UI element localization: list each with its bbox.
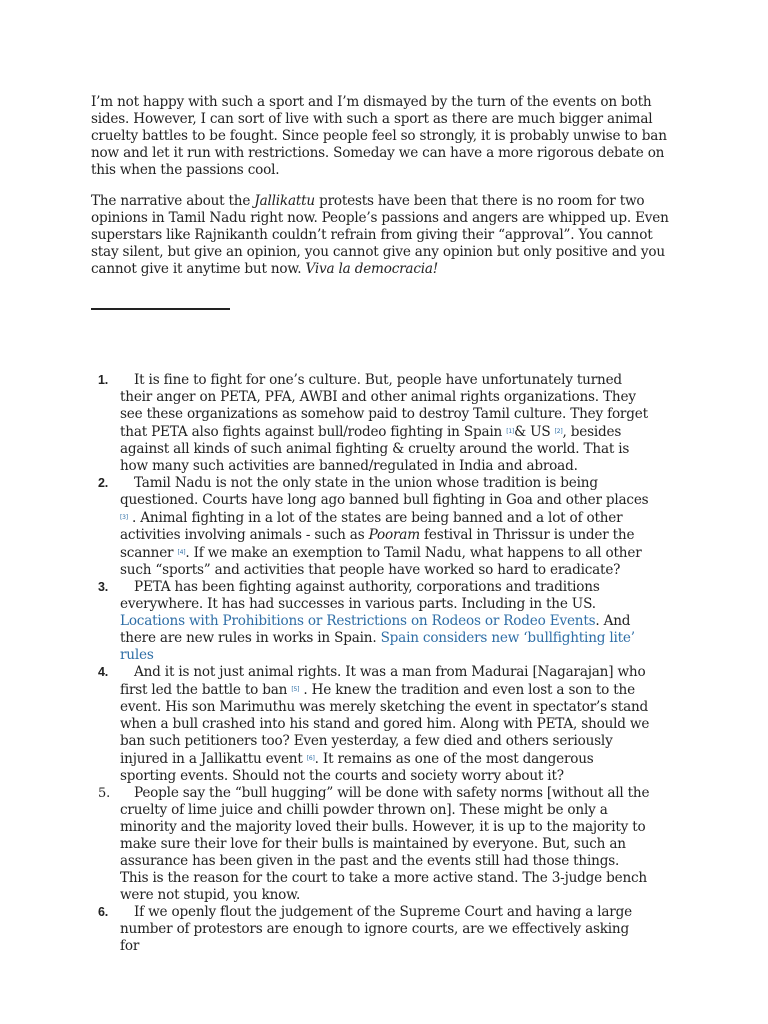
list-number: 1.	[98, 373, 109, 387]
list-item	[0, 664, 650, 785]
text-span: People say the “bull hugging” will be done with safety norms [without all the cruelty of lime juice and chilli powder thrown on]. These might be only a minority and the majority loved their bulls. However, it is up to the majority to make sure their love for their bulls is maintained by everyone. But, such an assurance has been given in the past and the events still had those things. This is the reason for the court to take a more active stand. The 3-judge bench were not stupid, you know.	[120, 785, 650, 903]
text-span: protests have been that there is no room for two opinions in Tamil Nadu right now. People’s passions and angers are whipped up. Even superstars like Rajnikanth couldn’t refrain from giving their “approval”. You cannot stay silent, but give an opinion, you cannot give any opinion but only positive and you cannot give it anytime but now.	[91, 193, 669, 277]
rodeo-restrictions-link[interactable]: Locations with Prohibitions or Restrictions on Rodeos or Rodeo Events	[120, 613, 596, 629]
footnote-ref[interactable]: [4]	[177, 549, 186, 556]
paragraph-opinion: I’m not happy with such a sport and I’m dismayed by the turn of the events on both sides. However, I can sort of live with such a sport as there are much bigger animal cruelty battles to be fought. Since people feel so strongly, it is probably unwise to ban now and let it run with restrictions. Someday we can have a more rigorous debate on this when the passions cool.	[91, 94, 667, 178]
footnote-ref[interactable]: [6]	[306, 755, 315, 762]
footnote-divider	[91, 308, 230, 310]
footnote-ref[interactable]: [3]	[120, 514, 128, 521]
list-item	[0, 372, 650, 475]
list-item	[0, 904, 650, 955]
list-item	[0, 785, 650, 904]
footnote-ref[interactable]: [2]	[554, 428, 563, 435]
text-span: The narrative about the	[91, 193, 255, 209]
text-span: & US	[514, 424, 555, 440]
list-number: 3.	[98, 580, 109, 594]
emphasis-viva: Viva la democracia!	[305, 261, 439, 277]
text-span: And it is not just animal rights. It was a man from Madurai [Nagarajan] who first led the battle to ban	[120, 664, 646, 698]
list-number: 5.	[98, 786, 111, 801]
paragraph-narrative	[91, 193, 681, 278]
text-span: If we openly flout the judgement of the Supreme Court and having a large number of protestors are enough to ignore courts, are we effectively asking for	[120, 904, 632, 954]
footnotes-list	[0, 372, 768, 955]
list-item	[0, 475, 650, 579]
text-span: . If we make an exemption to Tamil Nadu, what happens to all other such “sports” and activities that people have worked so hard to eradicate?	[120, 545, 642, 578]
text-span: Tamil Nadu is not the only state in the union whose tradition is being questioned. Courts have long ago banned bull fighting in Goa and other places	[120, 475, 649, 508]
text-span: . Animal fighting in a lot of the states are being banned and a lot of other activities involving animals - such as	[120, 510, 623, 543]
text-span: , besides against all kinds of such animal fighting & cruelty around the world. That is how many such activities are banned/regulated in India and abroad.	[120, 424, 630, 474]
list-item	[0, 579, 650, 664]
footnote-ref[interactable]: [5]	[291, 686, 300, 693]
emphasis-pooram: Pooram	[368, 527, 420, 543]
text-span: . And there are new rules in works in Spain.	[120, 613, 631, 646]
text-span: PETA has been fighting against authority, corporations and traditions everywhere. It has had successes in various parts. Including in the US.	[120, 579, 600, 612]
list-number: 2.	[98, 476, 109, 490]
text-span: It is fine to fight for one’s culture. But, people have unfortunately turned their anger on PETA, PFA, AWBI and other animal rights organizations. They see these organizations as somehow paid to destroy Tamil culture. They forget that PETA also fights against bull/rodeo fighting in Spain	[120, 372, 648, 440]
footnote-ref[interactable]: [1]	[506, 428, 515, 435]
list-number: 4.	[98, 665, 109, 679]
spain-bullfighting-link[interactable]: Spain considers new ‘bullfighting lite’ rules	[120, 630, 635, 663]
text-span: festival in Thrissur is under the scanner	[120, 527, 635, 561]
text-span: . It remains as one of the most dangerous sporting events. Should not the courts and society worry about it?	[120, 751, 594, 784]
text-span: . He knew the tradition and even lost a son to the event. His son Marimuthu was merely sketching the event in spectator’s stand when a bull crashed into his stand and gored him. Along with PETA, should we ban such petitioners too? Even yesterday, a few died and others seriously injured in a Jallikattu event	[120, 682, 650, 767]
list-number: 6.	[98, 905, 109, 919]
emphasis-jallikattu: Jallikattu	[254, 193, 315, 209]
